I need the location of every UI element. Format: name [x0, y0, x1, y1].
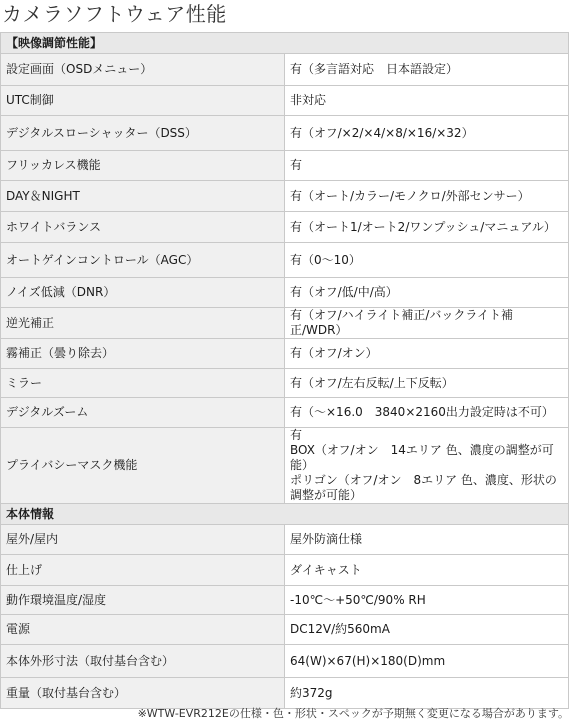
spec-row [1, 278, 569, 308]
spec-value: ダイキャスト [285, 555, 569, 586]
spec-label: UTC制御 [1, 86, 285, 116]
spec-value: 有（オフ/左右反転/上下反転） [285, 369, 569, 398]
spec-label: デジタルズーム [1, 398, 285, 428]
spec-row [1, 645, 569, 678]
spec-row [1, 54, 569, 86]
spec-row [1, 243, 569, 278]
spec-value: 有（オフ/×2/×4/×8/×16/×32） [285, 116, 569, 151]
spec-value: 非対応 [285, 86, 569, 116]
spec-label: 重量（取付基台含む） [1, 678, 285, 709]
spec-value: 有 BOX（オフ/オン 14エリア 色、濃度の調整が可能） ポリゴン（オフ/オン 8エリア 色、濃度、形状の調整が可能） [285, 428, 569, 504]
spec-label: 本体外形寸法（取付基台含む） [1, 645, 285, 678]
spec-label: 動作環境温度/湿度 [1, 586, 285, 615]
spec-row [1, 428, 569, 504]
page-title: カメラソフトウェア性能 [2, 2, 227, 26]
spec-row [1, 369, 569, 398]
spec-label: ミラー [1, 369, 285, 398]
spec-value: 約372g [285, 678, 569, 709]
spec-row [1, 615, 569, 645]
spec-label: オートゲインコントロール（AGC） [1, 243, 285, 278]
spec-row [1, 555, 569, 586]
spec-value: 有 [285, 151, 569, 181]
spec-row [1, 308, 569, 339]
spec-label: 仕上げ [1, 555, 285, 586]
section-header-row [1, 33, 569, 54]
spec-value: 有（オート1/オート2/ワンプッシュ/マニュアル） [285, 212, 569, 243]
spec-row [1, 116, 569, 151]
spec-label: ホワイトバランス [1, 212, 285, 243]
spec-row [1, 181, 569, 212]
spec-value: 屋外防滴仕様 [285, 525, 569, 555]
spec-value: 有（多言語対応 日本語設定） [285, 54, 569, 86]
spec-label: 霧補正（曇り除去） [1, 339, 285, 369]
spec-value: 有（0～10） [285, 243, 569, 278]
spec-row [1, 586, 569, 615]
spec-row [1, 212, 569, 243]
spec-label: プライバシーマスク機能 [1, 428, 285, 504]
spec-value: 有（～×16.0 3840×2160出力設定時は不可） [285, 398, 569, 428]
spec-label: 逆光補正 [1, 308, 285, 339]
spec-value: DC12V/約560mA [285, 615, 569, 645]
section-heading: 【映像調節性能】 [1, 33, 569, 54]
spec-value: 有（オフ/オン） [285, 339, 569, 369]
spec-label: 電源 [1, 615, 285, 645]
spec-label: デジタルスローシャッター（DSS） [1, 116, 285, 151]
spec-value: -10℃～+50℃/90% RH [285, 586, 569, 615]
spec-label: フリッカレス機能 [1, 151, 285, 181]
spec-value: 有（オフ/低/中/高） [285, 278, 569, 308]
spec-row [1, 86, 569, 116]
spec-row [1, 339, 569, 369]
spec-row [1, 398, 569, 428]
spec-label: DAY＆NIGHT [1, 181, 285, 212]
spec-label: 設定画面（OSDメニュー） [1, 54, 285, 86]
spec-value: 有（オート/カラー/モノクロ/外部センサー） [285, 181, 569, 212]
section-header-row [1, 504, 569, 525]
spec-row [1, 151, 569, 181]
spec-label: ノイズ低減（DNR） [1, 278, 285, 308]
spec-label: 屋外/屋内 [1, 525, 285, 555]
spec-value: 有（オフ/ハイライト補正/バックライト補正/WDR） [285, 308, 569, 339]
spec-row [1, 525, 569, 555]
spec-value: 64(W)×67(H)×180(D)mm [285, 645, 569, 678]
spec-row [1, 678, 569, 709]
footnote: ※WTW-EVR212Eの仕様・色・形状・スペックが予期無く変更になる場合があります。 [137, 707, 569, 720]
section-heading: 本体情報 [1, 504, 569, 525]
spec-table-body [1, 33, 569, 709]
spec-table [0, 32, 569, 709]
